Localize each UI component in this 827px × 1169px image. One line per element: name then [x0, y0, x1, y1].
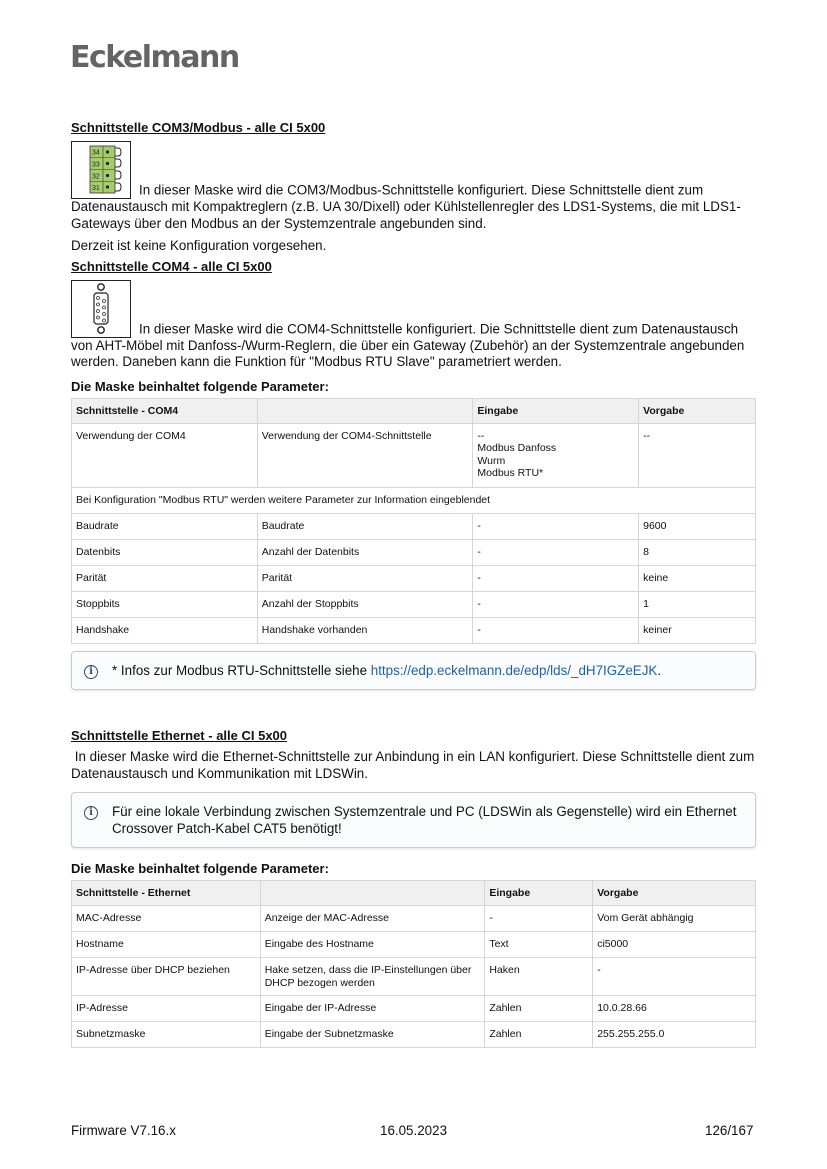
table-cell: Stoppbits [72, 591, 258, 617]
table-row [72, 958, 756, 996]
table-cell: Subnetzmaske [72, 1022, 261, 1048]
table-cell: Parität [72, 565, 258, 591]
terminal-label: 33 [92, 161, 100, 169]
table-cell: Zahlen [485, 996, 593, 1022]
table-cell: 9600 [639, 513, 756, 539]
terminal-label: 34 [92, 149, 100, 157]
table-cell: 255.255.255.0 [593, 1022, 756, 1048]
table-row [72, 617, 756, 643]
table-header-row [72, 398, 756, 423]
table-row [72, 423, 756, 487]
table-cell: Haken [485, 958, 593, 996]
table-cell: Text [485, 932, 593, 958]
option-wurm: Wurm [477, 454, 506, 467]
table-cell: -- [639, 423, 756, 487]
table-cell: - [593, 958, 756, 996]
table-header: Eingabe [485, 881, 593, 906]
table-cell: IP-Adresse über DHCP beziehen [72, 958, 261, 996]
table-cell: 10.0.28.66 [593, 996, 756, 1022]
ethernet-parameter-table [71, 880, 756, 1048]
option-none: -- [477, 429, 485, 442]
terminal-label: 32 [92, 173, 100, 181]
table-cell: Anzahl der Stoppbits [257, 591, 473, 617]
table-cell: Handshake [72, 617, 258, 643]
table-cell: keine [639, 565, 756, 591]
table-header [257, 398, 473, 423]
terminal-block-icon [71, 141, 131, 199]
option-modbus-rtu: Modbus RTU* [477, 467, 544, 479]
com4-info-panel [71, 651, 756, 691]
table-header: Schnittstelle - Ethernet [72, 881, 261, 906]
table-row [72, 996, 756, 1022]
page-content [71, 120, 756, 1048]
footer-page-number: 126/167 [705, 1123, 754, 1138]
table-cell: Verwendung der COM4 [72, 423, 258, 487]
com3-note: Derzeit ist keine Konfiguration vorgesehen. [71, 238, 327, 253]
table-cell: MAC-Adresse [72, 906, 261, 932]
table-cell: Baudrate [72, 513, 258, 539]
table-header [260, 881, 485, 906]
table-row [72, 513, 756, 539]
table-cell: Zahlen [485, 1022, 593, 1048]
table-cell-span: Bei Konfiguration "Modbus RTU" werden weitere Parameter zur Information eingeblendet [72, 487, 756, 513]
com4-info-text: * Infos zur Modbus RTU-Schnittstelle siehe [112, 662, 368, 678]
table-cell: - [473, 539, 639, 565]
table-cell: IP-Adresse [72, 996, 261, 1022]
table-cell: Anzeige der MAC-Adresse [260, 906, 485, 932]
ethernet-title: Schnittstelle Ethernet - alle CI 5x00 [71, 728, 288, 743]
table-row [72, 932, 756, 958]
modbus-rtu-link[interactable]: https://edp.eckelmann.de/edp/lds/_dH7IGZeEJK [370, 662, 658, 678]
table-header: Eingabe [473, 398, 639, 423]
ethernet-info-text: Für eine lokale Verbindung zwischen Systemzentrale und PC (LDSWin als Gegenstelle) wird ein Ethernet Crossover Patch-Kabel CAT5 benötigt! [112, 804, 737, 836]
ethernet-description-text: In dieser Maske wird die Ethernet-Schnittstelle zur Anbindung in ein LAN konfiguriert. Diese Schnittstelle dient zum Datenaustausch und Kommunikation mit LDSWin. [71, 749, 755, 781]
table-row [72, 1022, 756, 1048]
table-cell: - [473, 591, 639, 617]
ethernet-params-title: Die Maske beinhaltet folgende Parameter: [71, 861, 329, 876]
table-cell [473, 423, 639, 487]
table-cell: Handshake vorhanden [257, 617, 473, 643]
com4-info-end: . [657, 662, 662, 678]
table-header: Vorgabe [639, 398, 756, 423]
table-cell: 8 [639, 539, 756, 565]
com4-description-text: In dieser Maske wird die COM4-Schnittstelle konfiguriert. Die Schnittstelle dient zum Datenaustausch von AHT-Möbel mit Danfoss-/Wurm-Reglern, die über ein Gateway (Zubehör) an der Systemzentrale angebunden werden. Daneben kann die Funktion für "Modbus RTU Slave" parametriert werden. [71, 321, 745, 369]
table-cell: ci5000 [593, 932, 756, 958]
terminal-label: 31 [92, 185, 100, 192]
table-cell: - [473, 513, 639, 539]
com4-parameter-table [71, 398, 756, 644]
table-cell: Hake setzen, dass die IP-Einstellungen über DHCP bezogen werden [260, 958, 485, 996]
com3-description-text: In dieser Maske wird die COM3/Modbus-Schnittstelle konfiguriert. Diese Schnittstelle dient zum Datenaustausch mit Kompaktreglern (z.B. UA 30/Dixell) oder Kühlstellenregler des LDS1-Systems, die mit LDS1-Gateways über den Modbus an der Systemzentrale angebunden sind. [71, 182, 741, 231]
footer-firmware: Firmware V7.16.x [71, 1123, 176, 1138]
table-header: Schnittstelle - COM4 [72, 398, 258, 423]
table-cell: - [485, 906, 593, 932]
option-modbus-danfoss: Modbus Danfoss [477, 442, 557, 454]
table-cell: Verwendung der COM4-Schnittstelle [257, 423, 473, 487]
table-row [72, 565, 756, 591]
table-cell: Eingabe der IP-Adresse [260, 996, 485, 1022]
table-row [72, 487, 756, 513]
table-row [72, 906, 756, 932]
table-cell: keiner [639, 617, 756, 643]
com4-description [71, 280, 756, 371]
info-icon: i [84, 665, 98, 679]
footer-date: 16.05.2023 [380, 1123, 448, 1138]
table-cell: Baudrate [257, 513, 473, 539]
table-cell: Datenbits [72, 539, 258, 565]
eckelmann-logo: Eckelmann [70, 40, 239, 75]
com3-title: Schnittstelle COM3/Modbus - alle CI 5x00 [71, 120, 326, 135]
info-icon: i [84, 806, 98, 820]
table-row [72, 591, 756, 617]
table-cell: Parität [257, 565, 473, 591]
ethernet-description [71, 749, 756, 782]
table-header: Vorgabe [593, 881, 756, 906]
com4-title: Schnittstelle COM4 - alle CI 5x00 [71, 258, 272, 274]
table-cell: Anzahl der Datenbits [257, 539, 473, 565]
dsub-connector-icon [71, 280, 131, 338]
ethernet-info-panel [71, 792, 756, 848]
table-cell: Hostname [72, 932, 261, 958]
table-cell: Eingabe der Subnetzmaske [260, 1022, 485, 1048]
com3-description [71, 141, 756, 232]
table-row [72, 539, 756, 565]
com4-params-title: Die Maske beinhaltet folgende Parameter: [71, 378, 329, 394]
table-cell: 1 [639, 591, 756, 617]
table-cell: - [473, 565, 639, 591]
table-cell: Eingabe des Hostname [260, 932, 485, 958]
table-cell: Vom Gerät abhängig [593, 906, 756, 932]
table-header-row [72, 881, 756, 906]
table-cell: - [473, 617, 639, 643]
